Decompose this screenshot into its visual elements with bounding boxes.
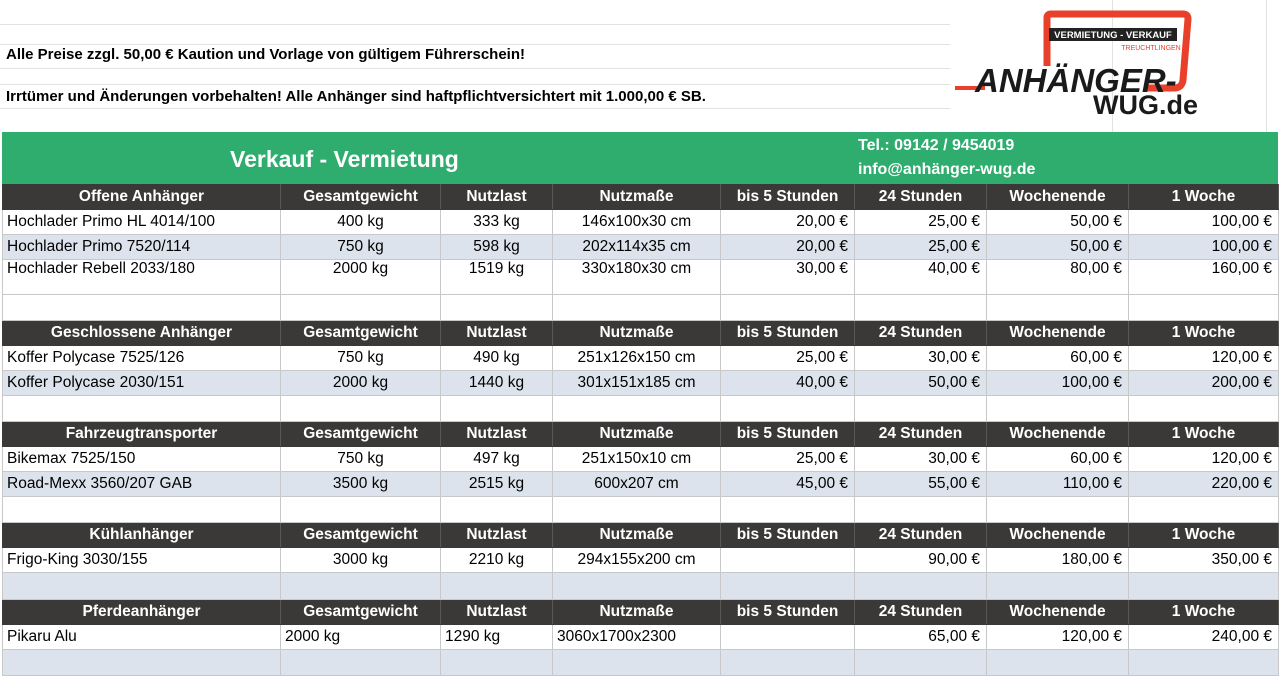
table-cell: 333 kg — [441, 210, 553, 235]
table-cell: 50,00 € — [987, 210, 1129, 235]
column-header: Wochenende — [987, 185, 1129, 210]
column-header: Wochenende — [987, 321, 1129, 346]
empty-cell — [987, 573, 1129, 600]
empty-cell — [441, 497, 553, 523]
table-cell: 110,00 € — [987, 472, 1129, 497]
table-cell — [721, 548, 855, 573]
logo-name-line2: WUG.de — [1093, 90, 1198, 120]
anhaenger-wug-logo — [955, 8, 1255, 126]
table-cell: 25,00 € — [855, 210, 987, 235]
table-cell: 55,00 € — [855, 472, 987, 497]
table-cell: 251x150x10 cm — [553, 447, 721, 472]
table-cell: 45,00 € — [721, 472, 855, 497]
table-row — [3, 260, 1279, 295]
table-cell: 80,00 € — [987, 260, 1129, 295]
table-cell: 330x180x30 cm — [553, 260, 721, 295]
banner-title: Verkauf - Vermietung — [230, 146, 459, 172]
logo-name-line1: ANHÄNGER- — [975, 62, 1177, 99]
table-cell: 1440 kg — [441, 371, 553, 396]
table-cell: 1519 kg — [441, 260, 553, 295]
column-header: 24 Stunden — [855, 422, 987, 447]
table-cell: 301x151x185 cm — [553, 371, 721, 396]
column-header: 1 Woche — [1129, 185, 1279, 210]
empty-cell — [3, 497, 281, 523]
deposit-note: Alle Preise zzgl. 50,00 € Kaution und Vorlage von gültigem Führerschein! — [6, 46, 526, 63]
table-cell: 750 kg — [281, 235, 441, 260]
table-cell: 490 kg — [441, 346, 553, 371]
column-header: Gesamtgewicht — [281, 321, 441, 346]
disclaimer-note: Irrtümer und Änderungen vorbehalten! Alle Anhänger sind haftpflichtversichtert mit 1.000,00 € SB. — [6, 88, 706, 105]
column-header: Gesamtgewicht — [281, 600, 441, 625]
empty-cell — [855, 396, 987, 422]
logo-location: TREUCHTLINGEN — [1121, 45, 1181, 52]
table-cell: 100,00 € — [987, 371, 1129, 396]
table-cell: 294x155x200 cm — [553, 548, 721, 573]
table-cell: 400 kg — [281, 210, 441, 235]
table-cell: 350,00 € — [1129, 548, 1279, 573]
column-header: 1 Woche — [1129, 422, 1279, 447]
spacer-row — [3, 295, 1279, 321]
empty-cell — [441, 295, 553, 321]
table-cell: 750 kg — [281, 346, 441, 371]
table-cell: 100,00 € — [1129, 235, 1279, 260]
table-row — [3, 472, 1279, 497]
column-header: Nutzlast — [441, 600, 553, 625]
empty-cell — [987, 396, 1129, 422]
empty-cell — [281, 396, 441, 422]
table-row — [3, 210, 1279, 235]
table-cell: Bikemax 7525/150 — [3, 447, 281, 472]
section-header-fahrzeugtransporter — [3, 422, 1279, 447]
table-cell: 202x114x35 cm — [553, 235, 721, 260]
column-header: Gesamtgewicht — [281, 422, 441, 447]
table-cell: 1290 kg — [441, 625, 553, 650]
empty-cell — [3, 295, 281, 321]
column-header: bis 5 Stunden — [721, 600, 855, 625]
email-address[interactable]: info@anhänger-wug.de — [858, 161, 1036, 178]
table-cell: 25,00 € — [855, 235, 987, 260]
spacer-row — [3, 573, 1279, 600]
table-cell: 2515 kg — [441, 472, 553, 497]
column-header: 24 Stunden — [855, 185, 987, 210]
table-row — [3, 625, 1279, 650]
table-cell: 598 kg — [441, 235, 553, 260]
empty-cell — [721, 497, 855, 523]
table-cell: 2000 kg — [281, 260, 441, 295]
table-cell: Pikaru Alu — [3, 625, 281, 650]
table-cell: 251x126x150 cm — [553, 346, 721, 371]
logo-tagline: VERMIETUNG - VERKAUF — [1054, 30, 1172, 41]
table-cell: 146x100x30 cm — [553, 210, 721, 235]
table-cell: Koffer Polycase 2030/151 — [3, 371, 281, 396]
section-header-pferdeanh-nger — [3, 600, 1279, 625]
empty-cell — [1129, 295, 1279, 321]
table-cell: 2210 kg — [441, 548, 553, 573]
column-header: Wochenende — [987, 523, 1129, 548]
empty-cell — [721, 295, 855, 321]
empty-cell — [721, 396, 855, 422]
table-row — [3, 235, 1279, 260]
sheet-header-area — [0, 0, 1280, 132]
empty-cell — [441, 396, 553, 422]
table-cell: 50,00 € — [987, 235, 1129, 260]
table-cell: 20,00 € — [721, 210, 855, 235]
column-header: Nutzlast — [441, 185, 553, 210]
table-row — [3, 548, 1279, 573]
empty-cell — [3, 396, 281, 422]
table-cell: 25,00 € — [721, 447, 855, 472]
table-cell: 3500 kg — [281, 472, 441, 497]
empty-cell — [281, 295, 441, 321]
table-cell: 600x207 cm — [553, 472, 721, 497]
column-header: 24 Stunden — [855, 321, 987, 346]
column-header: bis 5 Stunden — [721, 321, 855, 346]
table-cell: Hochlader Primo HL 4014/100 — [3, 210, 281, 235]
column-header: 1 Woche — [1129, 321, 1279, 346]
table-cell: 180,00 € — [987, 548, 1129, 573]
spacer-row — [3, 396, 1279, 422]
table-cell: Koffer Polycase 7525/126 — [3, 346, 281, 371]
table-cell: 497 kg — [441, 447, 553, 472]
empty-cell — [987, 497, 1129, 523]
column-header: Nutzlast — [441, 422, 553, 447]
table-cell: 60,00 € — [987, 447, 1129, 472]
table-cell: 65,00 € — [855, 625, 987, 650]
table-cell: 750 kg — [281, 447, 441, 472]
column-header: Nutzmaße — [553, 422, 721, 447]
table-cell: 40,00 € — [855, 260, 987, 295]
column-header: 1 Woche — [1129, 600, 1279, 625]
section-title: Geschlossene Anhänger — [3, 321, 281, 346]
table-cell: 3060x1700x2300 — [553, 625, 721, 650]
table-cell: 160,00 € — [1129, 260, 1279, 295]
table-cell: 100,00 € — [1129, 210, 1279, 235]
table-cell: 30,00 € — [855, 346, 987, 371]
table-cell: 2000 kg — [281, 371, 441, 396]
column-header: Nutzmaße — [553, 321, 721, 346]
column-header: Nutzmaße — [553, 185, 721, 210]
empty-cell — [441, 573, 553, 600]
empty-cell — [855, 573, 987, 600]
empty-cell — [1129, 396, 1279, 422]
empty-cell — [721, 573, 855, 600]
column-header: Nutzmaße — [553, 523, 721, 548]
phone-number: Tel.: 09142 / 9454019 — [858, 137, 1015, 154]
table-cell: Road-Mexx 3560/207 GAB — [3, 472, 281, 497]
price-table — [2, 184, 1279, 676]
table-row — [3, 447, 1279, 472]
column-header: bis 5 Stunden — [721, 422, 855, 447]
section-title: Pferdeanhänger — [3, 600, 281, 625]
table-row — [3, 371, 1279, 396]
table-cell: 120,00 € — [1129, 447, 1279, 472]
section-header-offene-anh-nger — [3, 185, 1279, 210]
table-cell: 200,00 € — [1129, 371, 1279, 396]
column-header: Nutzlast — [441, 523, 553, 548]
empty-cell — [3, 573, 281, 600]
column-header: Gesamtgewicht — [281, 185, 441, 210]
table-cell: 2000 kg — [281, 625, 441, 650]
empty-cell — [553, 573, 721, 600]
table-cell: 120,00 € — [987, 625, 1129, 650]
table-cell: 120,00 € — [1129, 346, 1279, 371]
table-cell: 240,00 € — [1129, 625, 1279, 650]
table-cell: Hochlader Rebell 2033/180 — [3, 260, 281, 295]
table-cell: 20,00 € — [721, 235, 855, 260]
column-header: bis 5 Stunden — [721, 185, 855, 210]
table-cell: 220,00 € — [1129, 472, 1279, 497]
title-banner — [2, 132, 1278, 184]
empty-cell — [281, 497, 441, 523]
empty-cell — [855, 295, 987, 321]
column-header: 24 Stunden — [855, 600, 987, 625]
column-header: Wochenende — [987, 600, 1129, 625]
table-cell: 30,00 € — [721, 260, 855, 295]
table-cell: 25,00 € — [721, 346, 855, 371]
empty-cell — [1129, 497, 1279, 523]
column-header: Nutzmaße — [553, 600, 721, 625]
table-cell: Frigo-King 3030/155 — [3, 548, 281, 573]
section-title: Kühlanhänger — [3, 523, 281, 548]
column-header: 1 Woche — [1129, 523, 1279, 548]
column-header: Nutzlast — [441, 321, 553, 346]
table-row — [3, 346, 1279, 371]
table-cell: 40,00 € — [721, 371, 855, 396]
section-title: Offene Anhänger — [3, 185, 281, 210]
empty-cell — [1129, 573, 1279, 600]
column-header: bis 5 Stunden — [721, 523, 855, 548]
table-cell — [721, 625, 855, 650]
table-cell: 60,00 € — [987, 346, 1129, 371]
section-header-k-hlanh-nger — [3, 523, 1279, 548]
section-header-geschlossene-anh-nger — [3, 321, 1279, 346]
table-cell: Hochlader Primo 7520/114 — [3, 235, 281, 260]
section-title: Fahrzeugtransporter — [3, 422, 281, 447]
column-header: Gesamtgewicht — [281, 523, 441, 548]
empty-cell — [553, 396, 721, 422]
empty-cell — [987, 295, 1129, 321]
empty-cell — [553, 497, 721, 523]
spacer-row — [3, 497, 1279, 523]
table-cell: 30,00 € — [855, 447, 987, 472]
empty-cell — [281, 573, 441, 600]
table-cell: 90,00 € — [855, 548, 987, 573]
table-cell: 50,00 € — [855, 371, 987, 396]
empty-cell — [855, 497, 987, 523]
empty-cell — [553, 295, 721, 321]
table-cell: 3000 kg — [281, 548, 441, 573]
column-header: 24 Stunden — [855, 523, 987, 548]
price-table-body — [3, 185, 1279, 676]
column-header: Wochenende — [987, 422, 1129, 447]
